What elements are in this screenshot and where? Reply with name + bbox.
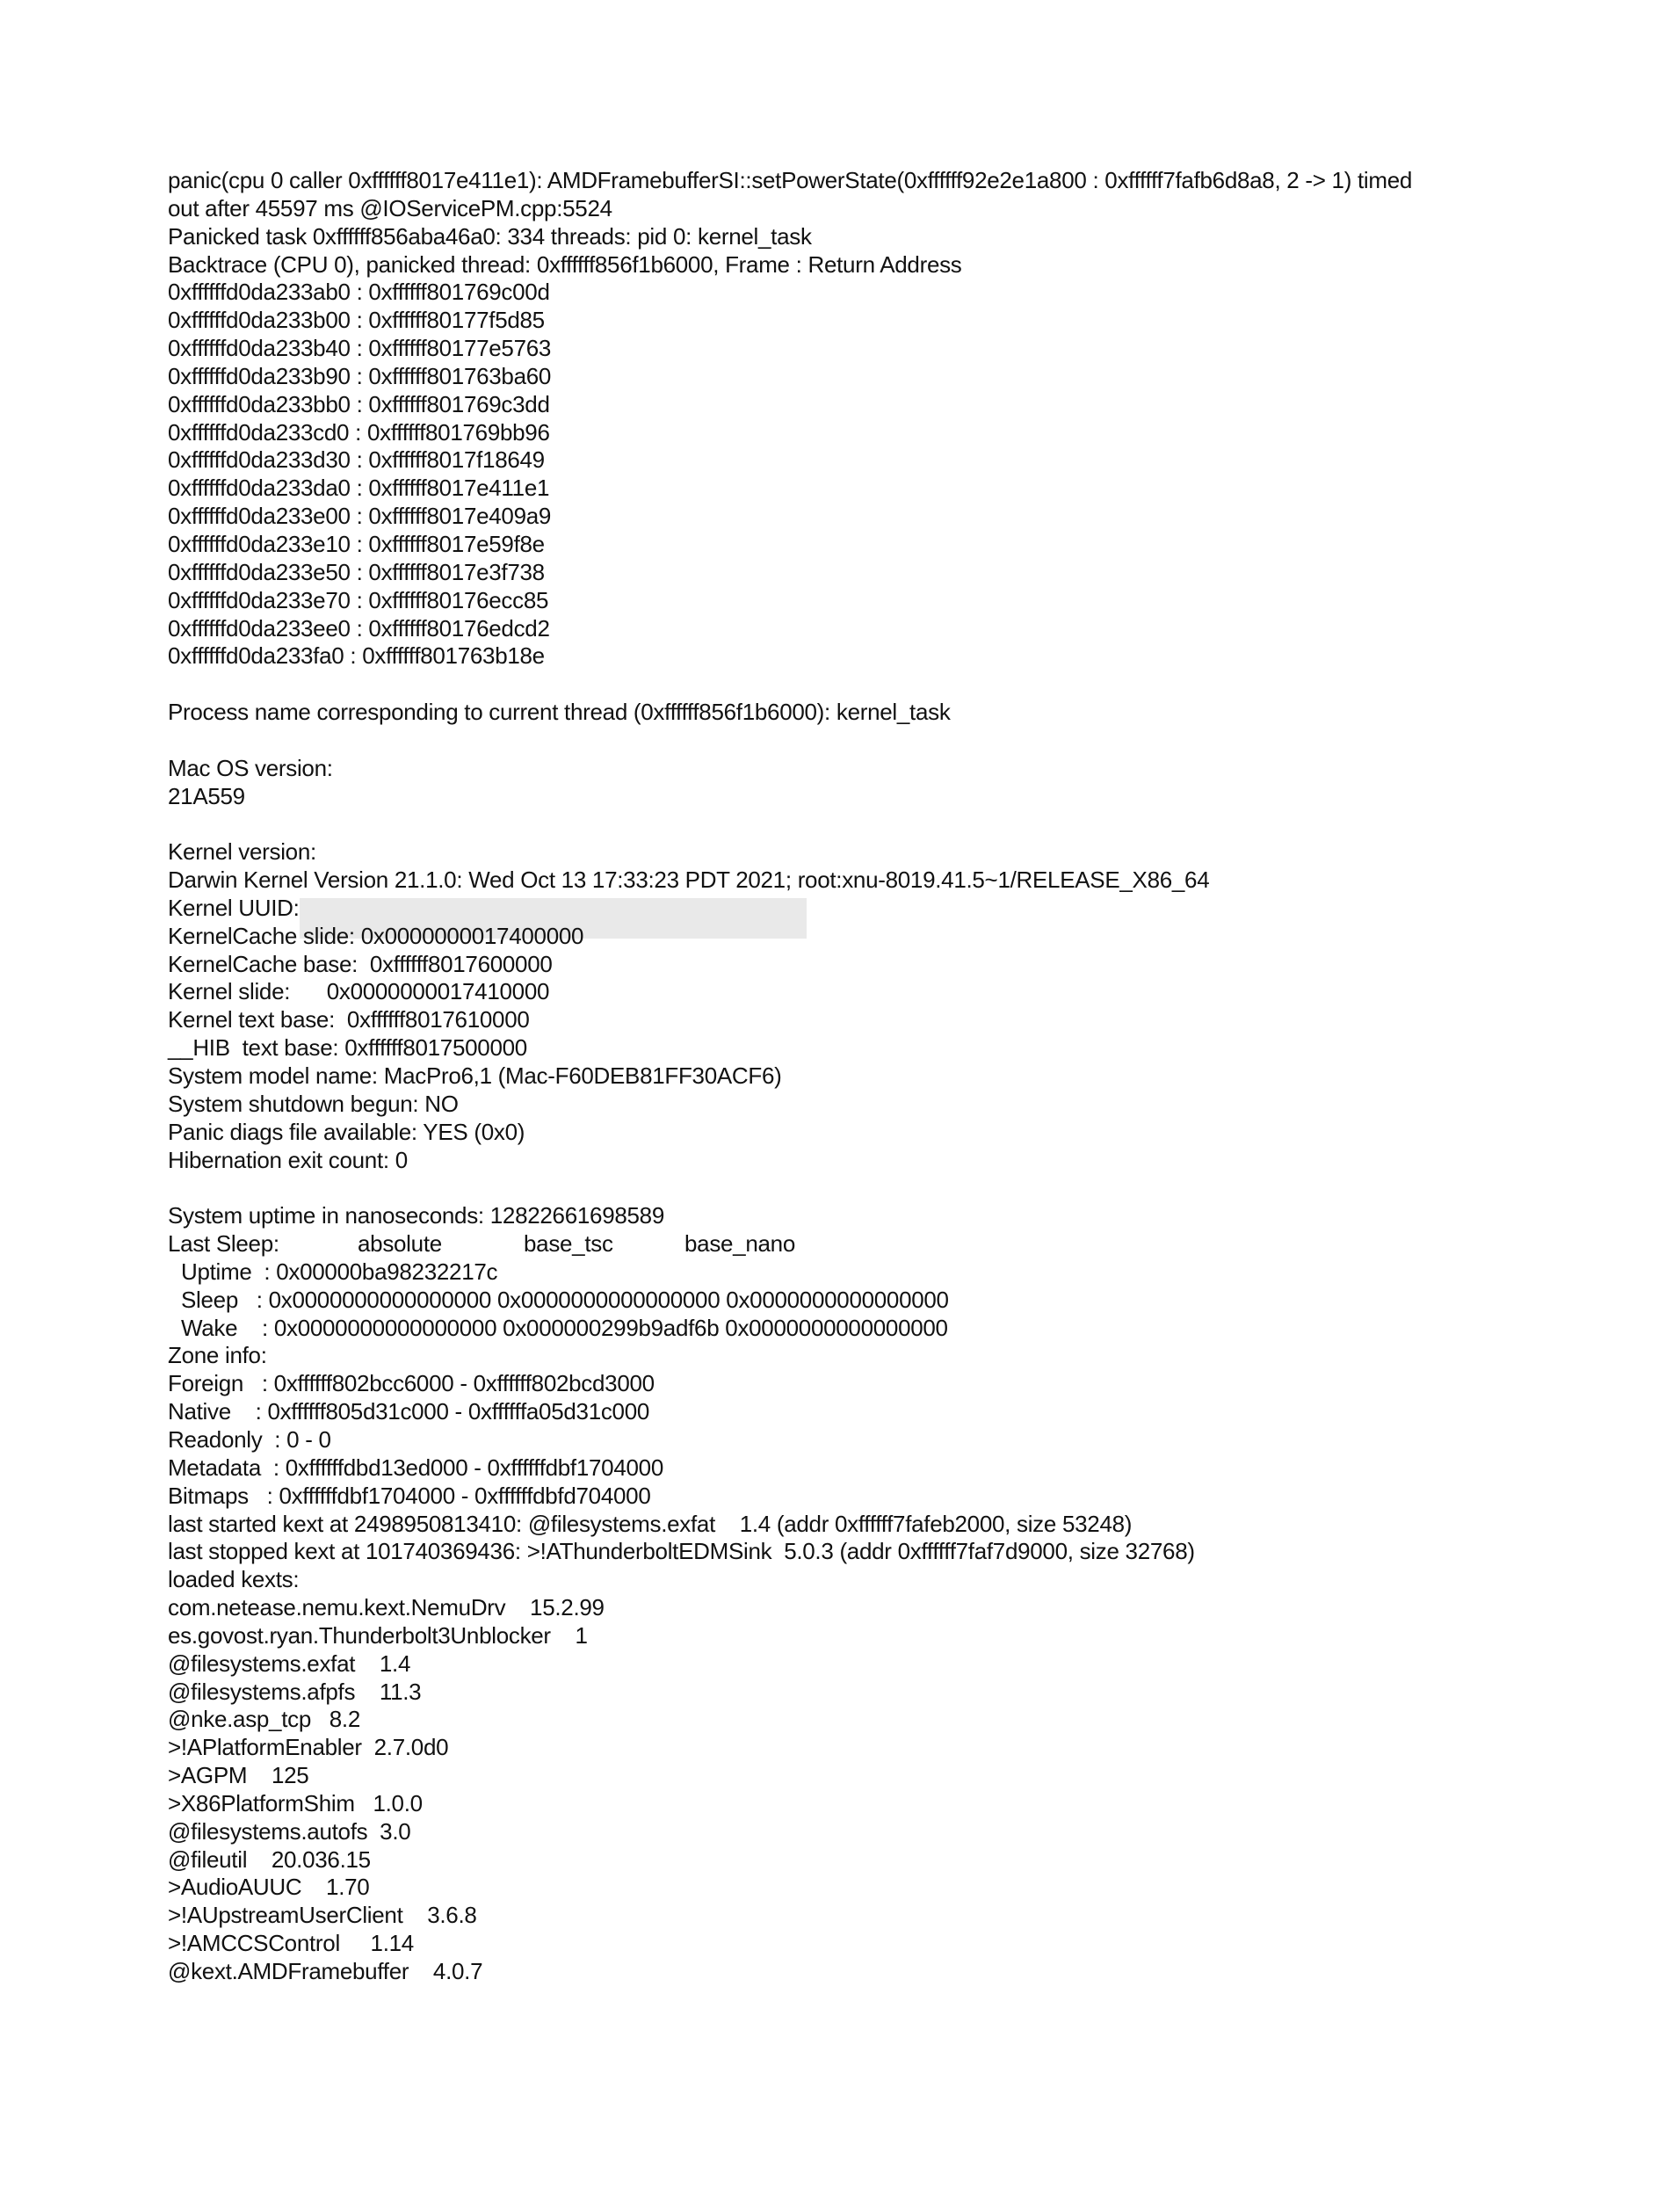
backtrace-frame: 0xffffffd0da233d30 : 0xffffff8017f18649 xyxy=(168,446,545,474)
kext-item: @filesystems.afpfs 11.3 xyxy=(168,1678,422,1705)
kernel-detail: System shutdown begun: NO xyxy=(168,1090,459,1117)
backtrace-frame: 0xffffffd0da233cd0 : 0xffffff801769bb96 xyxy=(168,418,550,446)
kext-item: >!AMCCSControl 1.14 xyxy=(168,1930,414,1957)
kernel-details xyxy=(168,923,1591,1175)
kext-item: >X86PlatformShim 1.0.0 xyxy=(168,1789,423,1816)
backtrace-frame: 0xffffffd0da233e70 : 0xffffff80176ecc85 xyxy=(168,586,549,613)
kernel-version-label: Kernel version: xyxy=(168,838,316,866)
kernel-detail: Kernel slide: 0x0000000017410000 xyxy=(168,978,550,1005)
spacer xyxy=(168,671,1591,699)
last-sleep-header xyxy=(168,1230,1591,1258)
zone-row: Native : 0xffffff805d31c000 - 0xffffffa05d31c000 xyxy=(168,1398,650,1425)
kernel-detail: System model name: MacPro6,1 (Mac-F60DEB81FF30ACF6) xyxy=(168,1062,782,1089)
kernel-detail: Panic diags file available: YES (0x0) xyxy=(168,1118,525,1145)
backtrace-frame: 0xffffffd0da233b40 : 0xffffff80177e5763 xyxy=(168,335,552,362)
backtrace-frame: 0xffffffd0da233bb0 : 0xffffff801769c3dd xyxy=(168,390,550,417)
backtrace-list xyxy=(168,279,1591,671)
zone-row: Readonly : 0 - 0 xyxy=(168,1425,331,1453)
zone-row: Bitmaps : 0xffffffdbf1704000 - 0xffffffdbfd704000 xyxy=(168,1482,651,1509)
backtrace-frame: 0xffffffd0da233ee0 : 0xffffff80176edcd2 xyxy=(168,614,550,642)
backtrace-header: Backtrace (CPU 0), panicked thread: 0xffffff856f1b6000, Frame : Return Address xyxy=(168,250,962,278)
backtrace-frame: 0xffffffd0da233e00 : 0xffffff8017e409a9 xyxy=(168,503,552,530)
kext-item: @filesystems.exfat 1.4 xyxy=(168,1650,411,1677)
kext-item: es.govost.ryan.Thunderbolt3Unblocker 1 xyxy=(168,1621,588,1649)
backtrace-frame: 0xffffffd0da233fa0 : 0xffffff801763b18e xyxy=(168,642,545,670)
kernel-uuid-row xyxy=(168,895,1591,923)
kext-item: >AudioAUUC 1.70 xyxy=(168,1874,370,1901)
kext-item: @fileutil 20.036.15 xyxy=(168,1845,371,1873)
process-name: Process name corresponding to current thread (0xffffff856f1b6000): kernel_task xyxy=(168,699,951,726)
panicked-task: Panicked task 0xffffff856aba46a0: 334 threads: pid 0: kernel_task xyxy=(168,222,812,250)
loaded-kexts-label: loaded kexts: xyxy=(168,1566,300,1593)
loaded-kexts-list xyxy=(168,1594,1591,1986)
column-absolute: absolute xyxy=(358,1230,442,1258)
backtrace-frame: 0xffffffd0da233da0 : 0xffffff8017e411e1 xyxy=(168,475,550,502)
zone-row: Foreign : 0xffffff802bcc6000 - 0xffffff802bcd3000 xyxy=(168,1370,655,1397)
backtrace-frame: 0xffffffd0da233e50 : 0xffffff8017e3f738 xyxy=(168,558,545,585)
backtrace-frame: 0xffffffd0da233b00 : 0xffffff80177f5d85 xyxy=(168,307,545,334)
column-base-tsc: base_tsc xyxy=(524,1230,613,1258)
kernel-detail: Kernel text base: 0xffffff8017610000 xyxy=(168,1006,530,1033)
system-uptime: System uptime in nanoseconds: 12822661698589 xyxy=(168,1202,664,1229)
kext-item: @nke.asp_tcp 8.2 xyxy=(168,1706,361,1733)
kext-item: >!AUpstreamUserClient 3.6.8 xyxy=(168,1902,477,1929)
zone-row: Metadata : 0xffffffdbd13ed000 - 0xffffffdbf1704000 xyxy=(168,1454,663,1481)
kext-item: @filesystems.autofs 3.0 xyxy=(168,1817,411,1845)
kernel-uuid-label: Kernel UUID: xyxy=(168,894,300,921)
backtrace-frame: 0xffffffd0da233b90 : 0xffffff801763ba60 xyxy=(168,362,552,389)
kernel-detail: KernelCache base: 0xffffff8017600000 xyxy=(168,950,553,977)
kext-item: com.netease.nemu.kext.NemuDrv 15.2.99 xyxy=(168,1594,605,1621)
kernel-detail: KernelCache slide: 0x0000000017400000 xyxy=(168,922,584,949)
panic-log-document xyxy=(168,167,1591,1986)
macos-version-value: 21A559 xyxy=(168,782,245,809)
spacer xyxy=(168,1174,1591,1202)
backtrace-frame: 0xffffffd0da233ab0 : 0xffffff801769c00d xyxy=(168,279,550,306)
sleep-row-sleep: Sleep : 0x0000000000000000 0x0000000000000000 0x0000000000000000 xyxy=(181,1286,949,1313)
column-base-nano: base_nano xyxy=(684,1230,795,1258)
panic-line-2: out after 45597 ms @IOServicePM.cpp:5524 xyxy=(168,194,612,221)
kernel-detail: __HIB text base: 0xffffff8017500000 xyxy=(168,1034,527,1062)
last-sleep-label: Last Sleep: xyxy=(168,1230,279,1258)
kernel-version-string: Darwin Kernel Version 21.1.0: Wed Oct 13 17:33:23 PDT 2021; root:xnu-8019.41.5~1/RELEASE_X86_64 xyxy=(168,866,1210,894)
spacer xyxy=(168,727,1591,755)
sleep-row-uptime: Uptime : 0x00000ba98232217c xyxy=(181,1258,498,1285)
panic-line-1: panic(cpu 0 caller 0xffffff8017e411e1): AMDFramebufferSI::setPowerState(0xffffff92e2e1a800 : 0xffffff7fafb6d8a8, 2 -> 1) timed xyxy=(168,167,1413,193)
kernel-detail: Hibernation exit count: 0 xyxy=(168,1146,408,1173)
kext-item: >!APlatformEnabler 2.7.0d0 xyxy=(168,1734,449,1761)
last-stopped-kext: last stopped kext at 101740369436: >!AThunderboltEDMSink 5.0.3 (addr 0xffffff7faf7d9000, size 32768) xyxy=(168,1538,1195,1565)
zone-info-label: Zone info: xyxy=(168,1342,267,1369)
macos-version-label: Mac OS version: xyxy=(168,754,333,781)
kext-item: @kext.AMDFramebuffer 4.0.7 xyxy=(168,1958,483,1984)
kext-item: >AGPM 125 xyxy=(168,1762,309,1789)
backtrace-frame: 0xffffffd0da233e10 : 0xffffff8017e59f8e xyxy=(168,530,545,557)
sleep-row-wake: Wake : 0x0000000000000000 0x000000299b9adf6b 0x0000000000000000 xyxy=(181,1314,948,1341)
last-started-kext: last started kext at 2498950813410: @filesystems.exfat 1.4 (addr 0xffffff7fafeb2000, size 53248) xyxy=(168,1510,1133,1537)
spacer xyxy=(168,810,1591,838)
